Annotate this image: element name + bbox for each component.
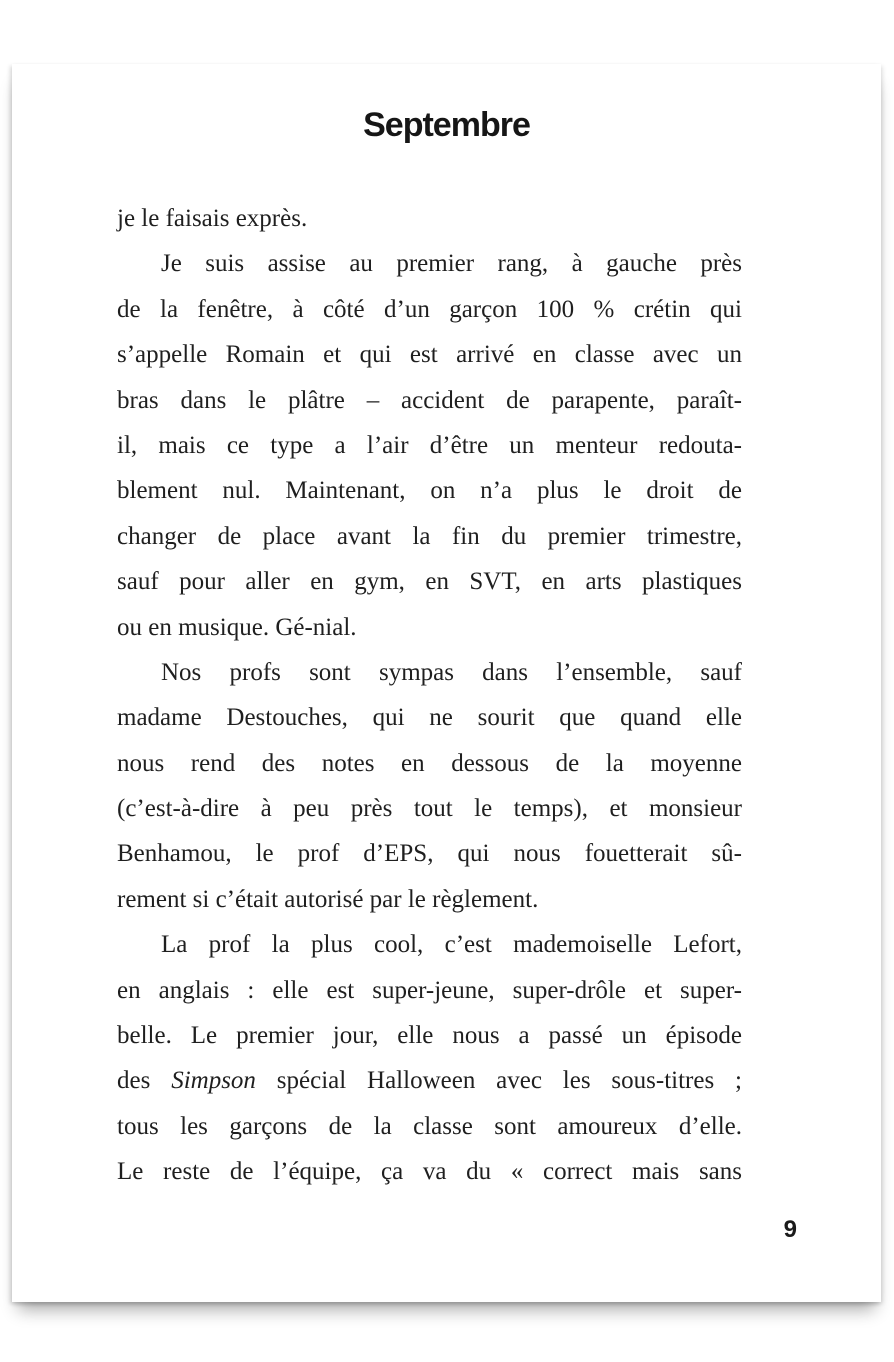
text-line [117,559,742,604]
text-line [117,1058,742,1103]
text-segment: blement nul. Maintenant, on n’a plus le droit de [117,477,742,505]
text-segment: tous les garçons de la classe sont amoureux d’elle. [117,1112,742,1140]
text-line [117,786,742,831]
text-segment: s’appelle Romain et qui est arrivé en classe avec un [117,341,742,369]
text-line [117,968,742,1013]
body-text [117,196,742,1195]
text-segment: sauf pour aller en gym, en SVT, en arts plastiques [117,568,742,596]
text-segment: il, mais ce type a l’air d’être un menteur redouta- [117,431,742,459]
text-line [117,1013,742,1058]
text-line [117,877,742,922]
italic-text: Simpson [171,1067,256,1095]
text-segment: La prof la plus cool, c’est mademoiselle Lefort, [161,931,742,959]
chapter-title: Septembre [363,106,530,144]
text-segment: Le reste de l’équipe, ça va du « correct mais sans [117,1158,742,1186]
text-line [117,196,742,241]
text-segment: de la fenêtre, à côté d’un garçon 100 % crétin qui [117,295,742,323]
text-segment: bras dans le plâtre – accident de parapente, paraît- [117,386,742,414]
text-line [117,378,742,423]
text-segment: Je suis assise au premier rang, à gauche près [161,250,742,278]
text-segment: Nos profs sont sympas dans l’ensemble, sauf [161,658,742,686]
text-line [117,741,742,786]
text-line [117,1104,742,1149]
page-number: 9 [783,1216,797,1243]
text-segment: nous rend des notes en dessous de la moyenne [117,749,742,777]
text-line [117,695,742,740]
text-line [117,922,742,967]
book-page [12,64,881,1302]
text-line [117,514,742,559]
text-segment: spécial Halloween avec les sous-titres ; [255,1067,742,1095]
text-segment: Benhamou, le prof d’EPS, qui nous fouetterait sû- [117,840,742,868]
text-line [117,1149,742,1194]
text-line [117,650,742,695]
text-segment: belle. Le premier jour, elle nous a passé un épisode [117,1022,742,1050]
text-line [117,332,742,377]
text-line [117,423,742,468]
text-segment: rement si c’était autorisé par le règlement. [117,885,539,913]
text-line [117,287,742,332]
text-segment: (c’est-à-dire à peu près tout le temps), et monsieur [117,795,742,823]
text-line [117,605,742,650]
text-segment: des [117,1067,172,1095]
text-segment: en anglais : elle est super-jeune, super-drôle et super- [117,976,742,1004]
text-segment: madame Destouches, qui ne sourit que quand elle [117,704,742,732]
text-line [117,831,742,876]
text-segment: ou en musique. Gé-nial. [117,613,357,641]
text-line [117,468,742,513]
text-segment: je le faisais exprès. [117,205,308,232]
text-line [117,241,742,286]
text-segment: changer de place avant la fin du premier trimestre, [117,522,742,550]
